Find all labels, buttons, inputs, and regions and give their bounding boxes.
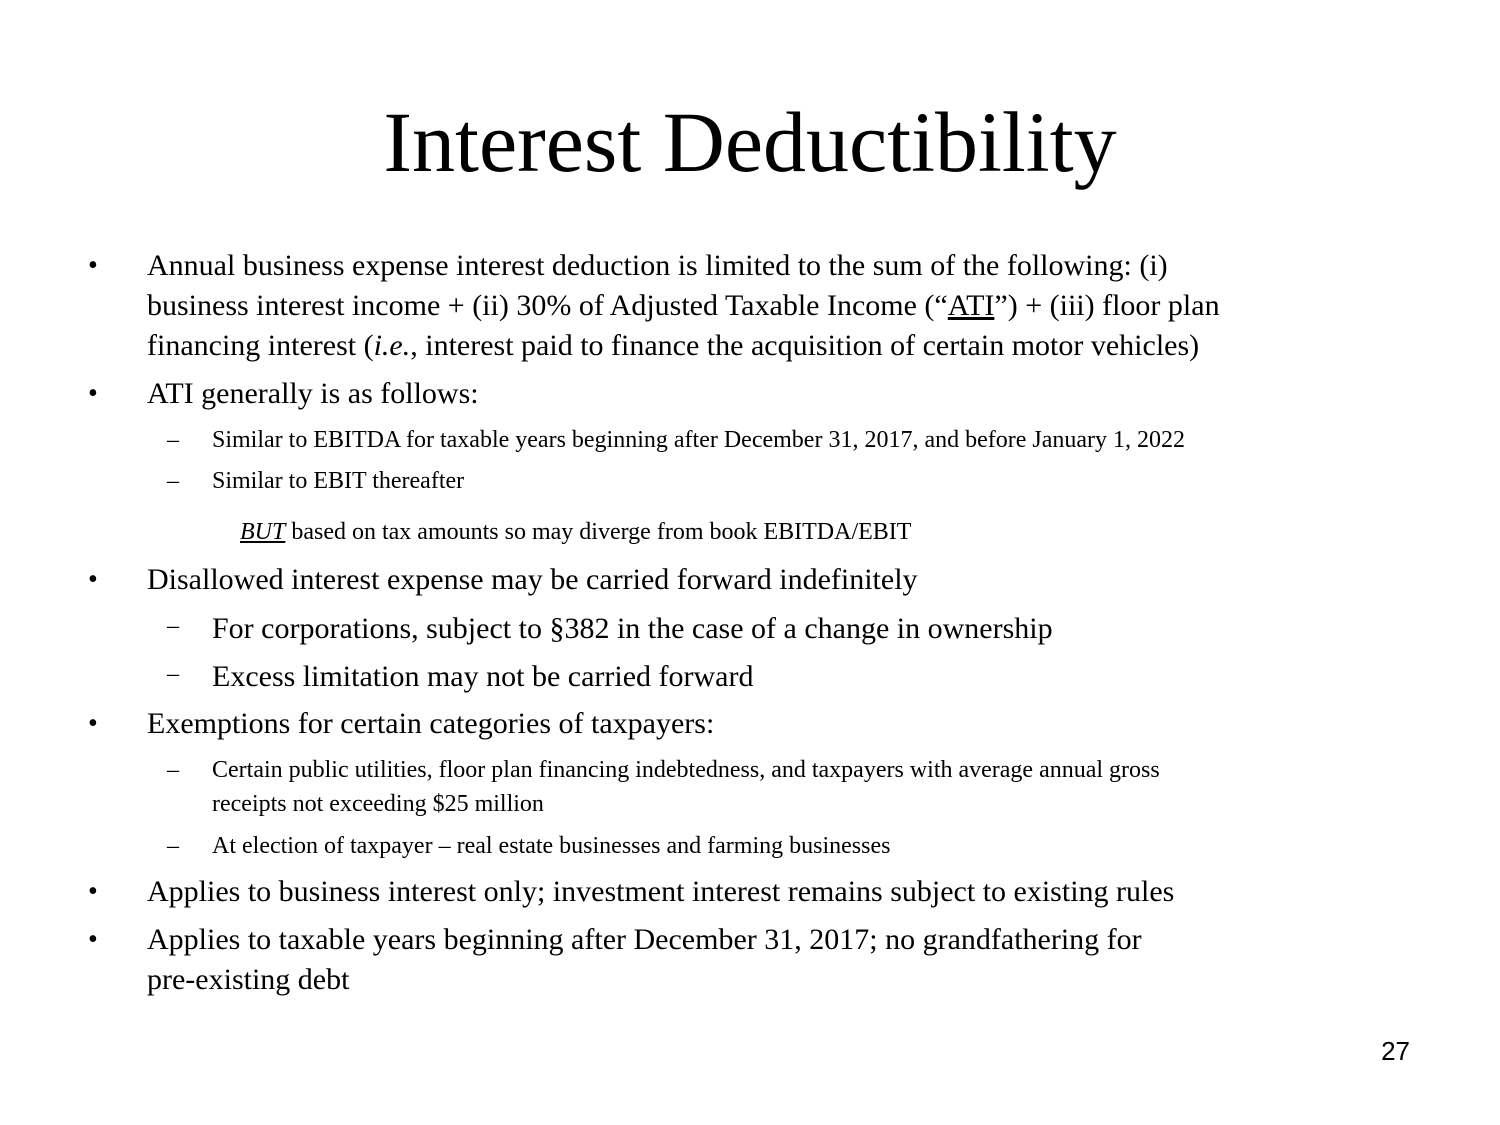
- bullet-4-text: Exemptions for certain categories of taxpayers:: [147, 707, 715, 740]
- dash-icon: –: [167, 613, 179, 639]
- bullet-icon: •: [88, 564, 98, 595]
- but-note-text: based on tax amounts so may diverge from book EBITDA/EBIT: [285, 519, 912, 545]
- bullet-icon: •: [88, 250, 98, 281]
- but-emphasis: BUT: [240, 519, 286, 545]
- ie-abbrev: i.e.: [373, 329, 411, 362]
- bullet-3-text: Disallowed interest expense may be carried forward indefinitely: [147, 563, 918, 596]
- bullet-3-sub-2: Excess limitation may not be carried forward: [212, 660, 754, 693]
- bullet-1-line-3: [147, 326, 1199, 366]
- bullet-1-text-c: financing interest (: [147, 329, 374, 362]
- bullet-2-sub-2: Similar to EBIT thereafter: [212, 468, 465, 494]
- bullet-5-text: Applies to business interest only; investment interest remains subject to existing rules: [147, 875, 1175, 908]
- bullet-icon: •: [88, 876, 98, 907]
- page-number: 27: [1381, 1036, 1410, 1066]
- bullet-1-line-1: Annual business expense interest deduction is limited to the sum of the following: (i): [147, 249, 1168, 282]
- dash-icon: –: [167, 661, 179, 687]
- bullet-3-sub-1: For corporations, subject to §382 in the case of a change in ownership: [212, 612, 1053, 645]
- bullet-6-line-2: pre-existing debt: [147, 963, 350, 996]
- bullet-1-line-2: [147, 286, 1220, 326]
- bullet-4-sub-1-line-2: receipts not exceeding $25 million: [212, 791, 544, 817]
- ati-term: ATI: [947, 289, 995, 322]
- bullet-1-text-d: , interest paid to finance the acquisition of certain motor vehicles): [410, 329, 1200, 362]
- bullet-1-text-b: ”) + (iii) floor plan: [994, 289, 1220, 322]
- bullet-4-sub-2: At election of taxpayer – real estate businesses and farming businesses: [212, 833, 891, 859]
- dash-icon: –: [167, 468, 179, 494]
- bullet-icon: •: [88, 924, 98, 955]
- dash-icon: –: [167, 427, 179, 453]
- slide-title: Interest Deductibility: [383, 94, 1117, 190]
- bullet-2-sub-1: Similar to EBITDA for taxable years beginning after December 31, 2017, and before January 1, 2022: [212, 427, 1186, 453]
- dash-icon: –: [167, 757, 179, 783]
- bullet-1-text-a: business interest income + (ii) 30% of Adjusted Taxable Income (“: [147, 289, 948, 322]
- but-note: [240, 515, 911, 549]
- bullet-6-line-1: Applies to taxable years beginning after December 31, 2017; no grandfathering for: [147, 923, 1142, 956]
- bullet-4-sub-1-line-1: Certain public utilities, floor plan financing indebtedness, and taxpayers with average annual gross: [212, 757, 1160, 783]
- bullet-icon: •: [88, 708, 98, 739]
- bullet-2-text: ATI generally is as follows:: [147, 377, 479, 410]
- bullet-icon: •: [88, 378, 98, 409]
- dash-icon: –: [167, 833, 179, 859]
